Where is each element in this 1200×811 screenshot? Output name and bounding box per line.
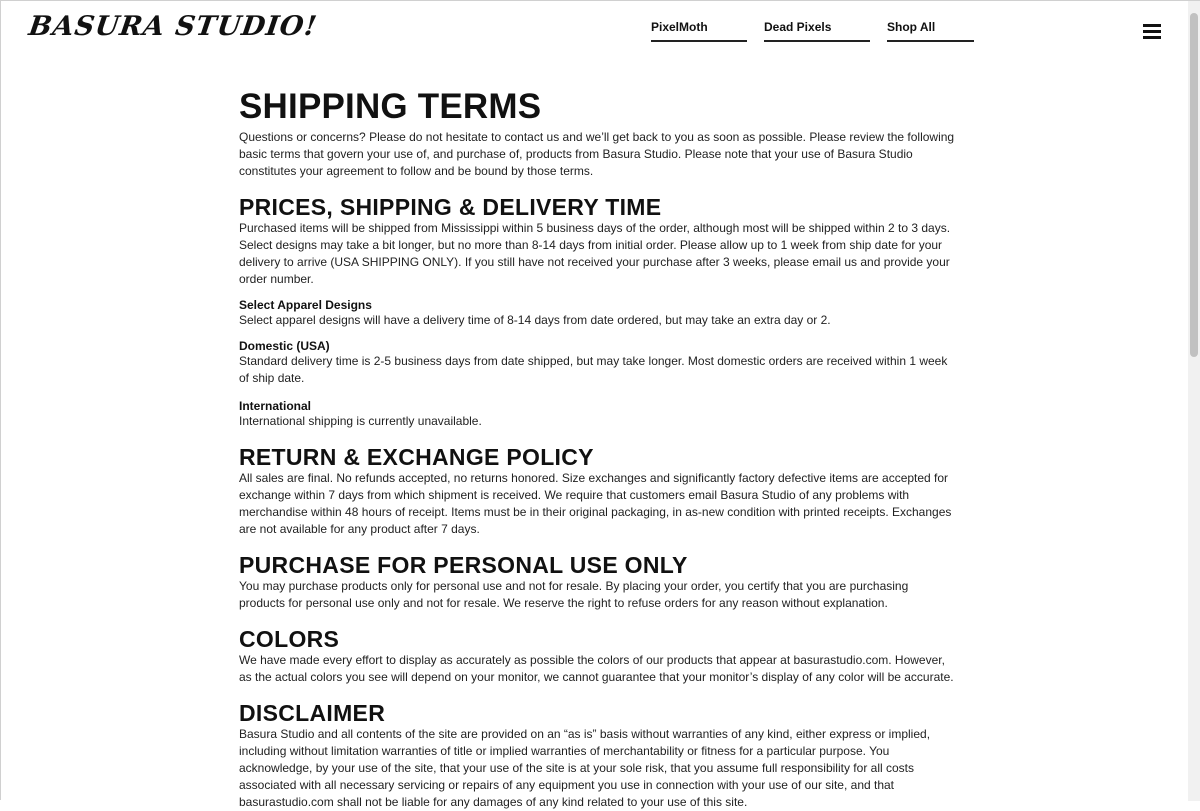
nav-pixelmoth[interactable]: PixelMoth [651,20,747,42]
disclaimer-heading: DISCLAIMER [239,700,386,726]
intro-text: Questions or concerns? Please do not hesitate to contact us and we’ll get back to you as soon as possible. Please review the following basic terms that govern your use of, and purchase of, products from Basura Studio. Please note that your use of Basura Studio constitutes your agreement to follow and be bound by those terms. [239,130,955,178]
personal-use-heading: PURCHASE FOR PERSONAL USE ONLY [239,552,688,578]
personal-use-body: You may purchase products only for personal use and not for resale. By placing your order, you certify that you are purchasing products for personal use only and not for resale. We reserve the right to refuse orders for any reason without explanation. [239,579,909,610]
nav-shop-all[interactable]: Shop All [887,20,974,42]
vertical-scrollbar[interactable] [1188,1,1200,801]
subsection-text: Select apparel designs will have a delivery time of 8-14 days from date ordered, but may take an extra day or 2. [239,313,831,327]
nav-dead-pixels[interactable]: Dead Pixels [764,20,870,42]
subsection-title: International [239,399,312,413]
returns-body: All sales are final. No refunds accepted, no returns honored. Size exchanges and significantly factory defective items are accepted for exchange within 7 days from which shipment is received. We require that customers email Basura Studio of any problems with merchandise within 48 hours of receipt. Items must be in their original packaging, in as-new condition with printed receipts. Exchanges are not available for any product after 7 days. [239,471,952,536]
scrollbar-thumb[interactable] [1190,13,1198,357]
main-nav [651,20,974,42]
disclaimer-body: Basura Studio and all contents of the site are provided on an “as is” basis without warranties of any kind, either express or implied, including without limitation warranties of title or implied warranties of merchantability or fitness for a particular purpose. You acknowledge, by your use of the site, that your use of the site is at your sole risk, that you assume full responsibility for all costs associated with all necessary servicing or repairs of any equipment you use in connection with your use of our site, and that basurastudio.com shall not be liable for any damages of any kind related to your use of this site. [239,727,931,809]
hamburger-menu-icon[interactable] [1143,24,1161,40]
subsection-text: Standard delivery time is 2-5 business days from date shipped, but may take longer. Most domestic orders are received within 1 week of ship date. [239,354,948,385]
subsection-text: International shipping is currently unavailable. [239,414,482,428]
site-logo[interactable]: BASURA STUDIO! [26,11,320,42]
shipping-subsections [239,298,955,430]
shipping-heading: PRICES, SHIPPING & DELIVERY TIME [239,194,662,220]
main-content [239,87,955,811]
colors-body: We have made every effort to display as accurately as possible the colors of our products that appear at basurastudio.com. However, as the actual colors you see will depend on your monitor, we cannot guarantee that your monitor’s display of any color will be accurate. [239,653,954,684]
subsection-title: Select Apparel Designs [239,298,372,312]
subsection-title: Domestic (USA) [239,339,330,353]
colors-heading: COLORS [239,626,340,652]
page-title: SHIPPING TERMS [239,87,542,126]
returns-heading: RETURN & EXCHANGE POLICY [239,444,594,470]
shipping-body: Purchased items will be shipped from Mississippi within 5 business days of the order, although most will be shipped within 2 to 3 days. Select designs may take a bit longer, but no more than 8-14 days from initial order. Please allow up to 1 week from ship date for your delivery to arrive (USA SHIPPING ONLY). If you still have not received your purchase after 3 weeks, please email us and provide your order number. [239,221,951,286]
